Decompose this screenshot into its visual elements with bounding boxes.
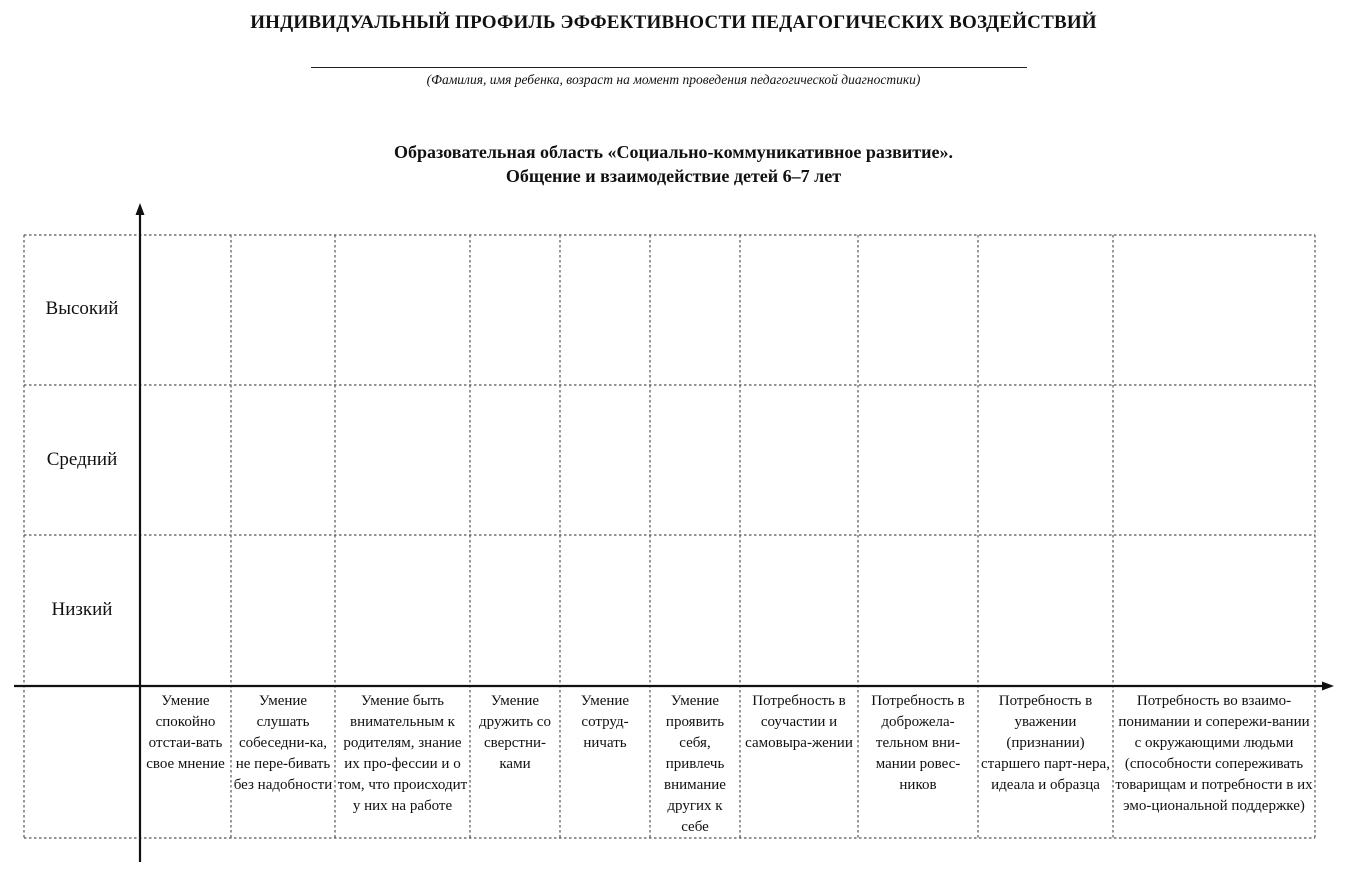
column-label: Потребность в уважении (признании) старшего парт-нера, идеала и образца [981,693,1110,793]
section-title-line-2: Общение и взаимодействие детей 6–7 лет [505,166,842,186]
column-label: Умение сотруд-ничать [580,693,630,751]
section-title-line-1: Образовательная область «Социально-коммуникативное развитие». [394,142,953,162]
column-label: Потребность во взаимо-понимании и сопережи-вании с окружающими людьми (способности сопереживать товарищам и потребности в их эмо-циональной поддержке) [1115,693,1313,814]
document-title: ИНДИВИДУАЛЬНЫЙ ПРОФИЛЬ ЭФФЕКТИВНОСТИ ПЕДАГОГИЧЕСКИХ ВОЗДЕЙСТВИЙ [250,12,1097,33]
level-medium: Средний [46,449,118,470]
column-label: Умение дружить со сверстни-ками [479,693,551,772]
column-label: Потребность в доброжела-тельном вни-мании ровес-ников [871,693,965,793]
level-low: Низкий [51,599,113,620]
column-label: Умение слушать собеседни-ка, не пере-бивать без надобности [233,693,333,793]
y-axis-arrow [136,203,145,215]
column-label: Умение проявить себя, привлечь внимание других к себе [664,693,726,835]
column-label: Умение спокойно отстаи-вать свое мнение [146,693,225,772]
column-label: Умение быть внимательным к родителям, знание их про-фессии и о том, что происходит у них на работе [337,693,468,814]
child-name-caption: (Фамилия, имя ребенка, возраст на момент проведения педагогической диагностики) [426,72,921,87]
level-high: Высокий [45,298,119,319]
x-axis-arrow [1322,682,1334,691]
column-label: Потребность в соучастии и самовыра-жении [745,693,853,751]
